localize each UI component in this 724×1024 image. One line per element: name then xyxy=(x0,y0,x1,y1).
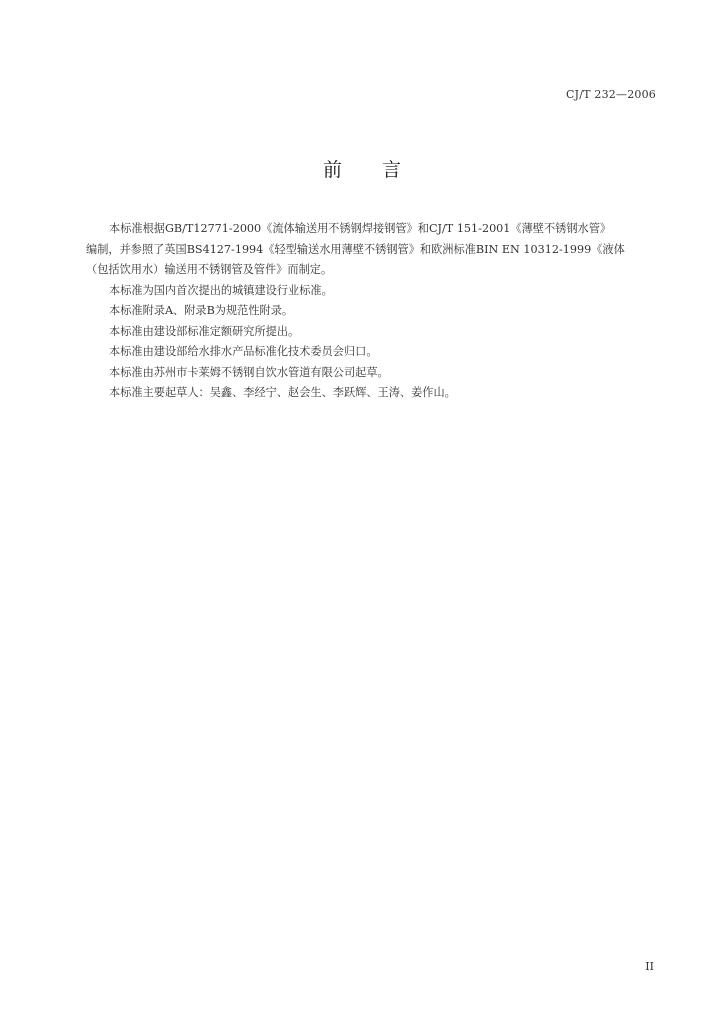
foreword-body xyxy=(86,219,666,404)
paragraph-line: （包括饮用水）输送用不锈钢管及管件》而制定。 xyxy=(86,263,333,276)
paragraph: 本标准主要起草人：吴鑫、李经宁、赵会生、李跃辉、王涛、姜作山。 xyxy=(109,386,456,399)
paragraph: 本标准由苏州市卡莱姆不锈钢自饮水管道有限公司起草。 xyxy=(109,365,389,379)
paragraph-line: 编制，并参照了英国BS4127-1994《轻型输送水用薄壁不锈钢管》和欧洲标准BIN EN 10312-1999《液体 xyxy=(86,242,625,256)
paragraph: 本标准由建设部标准定额研究所提出。 xyxy=(109,324,300,338)
paragraph: 本标准为国内首次提出的城镇建设行业标准。 xyxy=(109,283,333,297)
standard-code: CJ/T 232—2006 xyxy=(566,88,656,101)
paragraph-line: 本标准根据GB/T12771-2000《流体输送用不锈钢焊接钢管》和CJ/T 151-2001《薄壁不锈钢水管》 xyxy=(109,222,612,235)
page-number: II xyxy=(645,960,654,973)
paragraph: 本标准附录A、附录B为规范性附录。 xyxy=(109,304,294,317)
title-char-2: 言 xyxy=(382,159,402,181)
paragraph: 本标准由建设部给水排水产品标准化技术委员会归口。 xyxy=(109,345,378,358)
title-char-1: 前 xyxy=(322,159,342,181)
page-title xyxy=(0,155,724,182)
